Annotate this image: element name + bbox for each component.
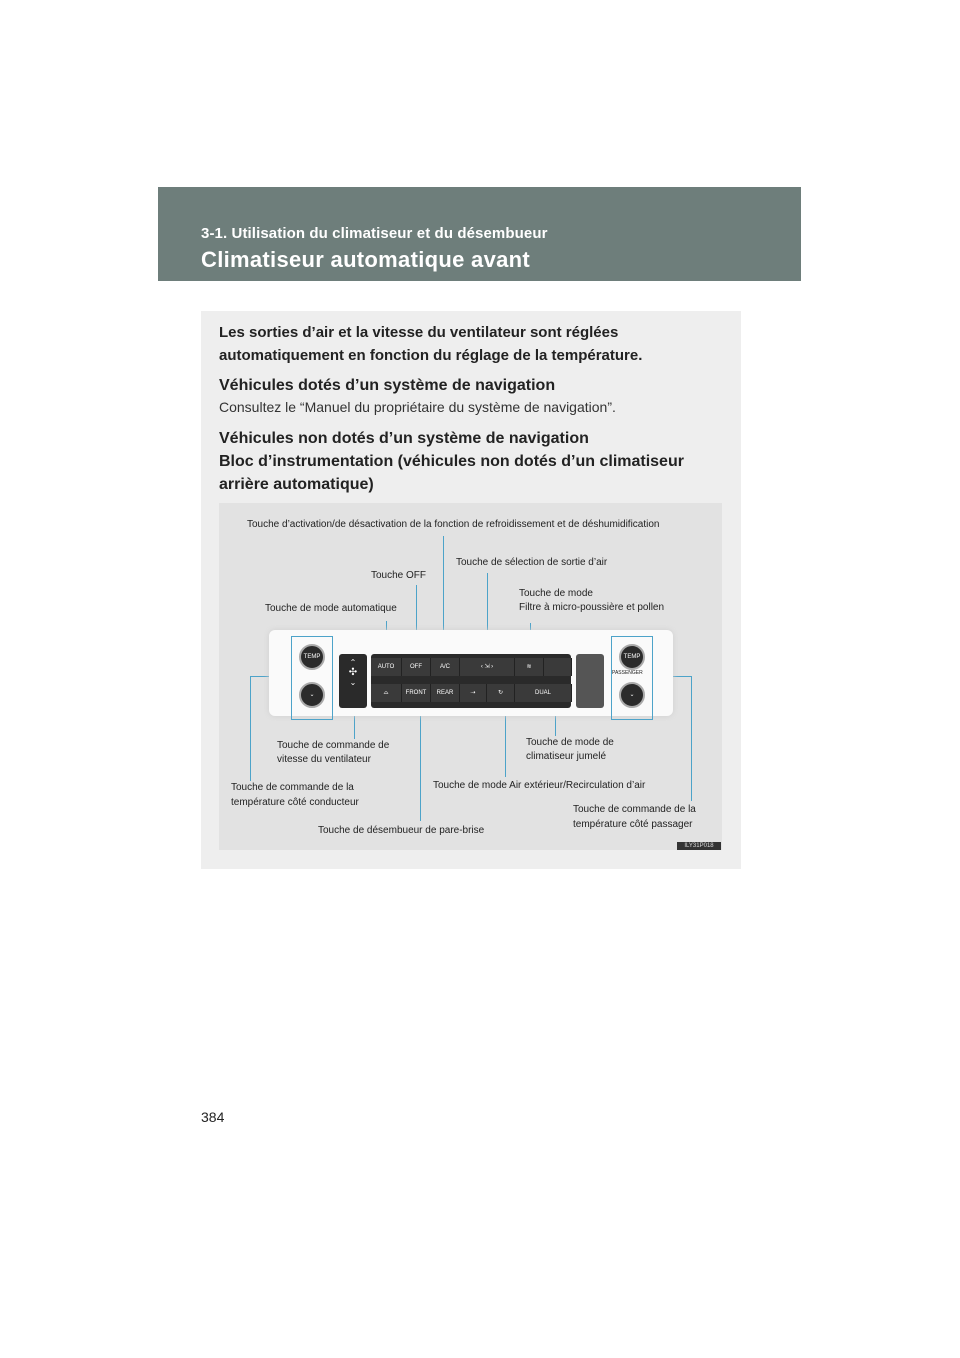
figure-code: ILY31P018 (677, 842, 721, 850)
label-off: Touche OFF (371, 570, 427, 581)
passenger-temp-up-button[interactable]: TEMP (619, 644, 645, 670)
label-driver-2: température côté conducteur (231, 797, 359, 808)
vent-grille (576, 654, 604, 708)
dual-button[interactable]: DUAL (515, 684, 572, 702)
label-cooling: Touche d’activation/de désactivation de la fonction de refroidissement et de déshumidification (247, 519, 660, 530)
driver-temp-up-button[interactable]: TEMP (299, 644, 325, 670)
defog-icon[interactable]: ⌓ (371, 684, 402, 702)
passenger-label: PASSENGER (612, 670, 643, 676)
label-dual-2: climatiseur jumelé (526, 751, 607, 762)
page-title: Climatiseur automatique avant (201, 247, 530, 272)
non-nav-heading: Véhicules non dotés d’un système de navigation (219, 430, 589, 447)
button-block (371, 654, 571, 708)
chapter-header (158, 187, 801, 281)
leader-line-passenger (691, 676, 692, 801)
off-button[interactable]: OFF (402, 658, 431, 676)
label-filter-1: Touche de mode (519, 588, 593, 599)
blank-button-top (544, 658, 572, 676)
label-auto: Touche de mode automatique (265, 603, 397, 614)
rear-defogger-button[interactable]: REAR (431, 684, 460, 702)
label-fan-1: Touche de commande de (277, 740, 390, 751)
label-dual-1: Touche de mode de (526, 737, 614, 748)
front-defroster-button[interactable]: FRONT (402, 684, 431, 702)
ac-button[interactable]: A/C (431, 658, 460, 676)
label-driver-1: Touche de commande de la (231, 782, 354, 793)
label-fan-2: vitesse du ventilateur (277, 754, 371, 765)
air-outlet-button[interactable]: ‹ ⇲ › (460, 658, 515, 676)
leader-line-defrost (420, 706, 421, 821)
label-passenger-1: Touche de commande de la (573, 804, 696, 815)
recirculation-button[interactable]: ↻ (487, 684, 515, 702)
fan-speed-block (339, 654, 367, 708)
fan-icon: ✣ (348, 667, 358, 678)
passenger-temp-down-button[interactable]: ⌄ (619, 682, 645, 708)
fan-down-icon[interactable]: ⌄ (349, 678, 357, 687)
label-defrost: Touche de désembueur de pare-brise (318, 825, 485, 836)
filter-button[interactable]: ≋ (515, 658, 544, 676)
label-outlet: Touche de sélection de sortie d’air (456, 557, 608, 568)
auto-button[interactable]: AUTO (371, 658, 402, 676)
page-number: 384 (201, 1109, 225, 1125)
label-filter-2: Filtre à micro-poussière et pollen (519, 602, 665, 613)
nav-text: Consultez le “Manuel du propriétaire du système de navigation”. (219, 399, 616, 415)
panel-heading: Bloc d’instrumentation (véhicules non dotés d’un climatiseur arrière automatique) (219, 453, 684, 493)
climate-panel-diagram (219, 503, 722, 850)
nav-heading: Véhicules dotés d’un système de navigation (219, 377, 556, 394)
section-title: 3-1. Utilisation du climatiseur et du désembueur (201, 225, 548, 242)
label-recirc: Touche de mode Air extérieur/Recirculation d’air (433, 780, 646, 791)
leader-line-driver (250, 676, 251, 781)
driver-temp-down-button[interactable]: ⌄ (299, 682, 325, 708)
control-panel (269, 630, 673, 716)
outside-air-button[interactable]: ⇢ (460, 684, 487, 702)
intro-text: Les sorties d’air et la vitesse du ventilateur sont réglées automatiquement en fonction du réglage de la température. (219, 324, 643, 364)
fan-up-icon[interactable]: ⌃ (349, 658, 357, 667)
label-passenger-2: température côté passager (573, 819, 693, 830)
